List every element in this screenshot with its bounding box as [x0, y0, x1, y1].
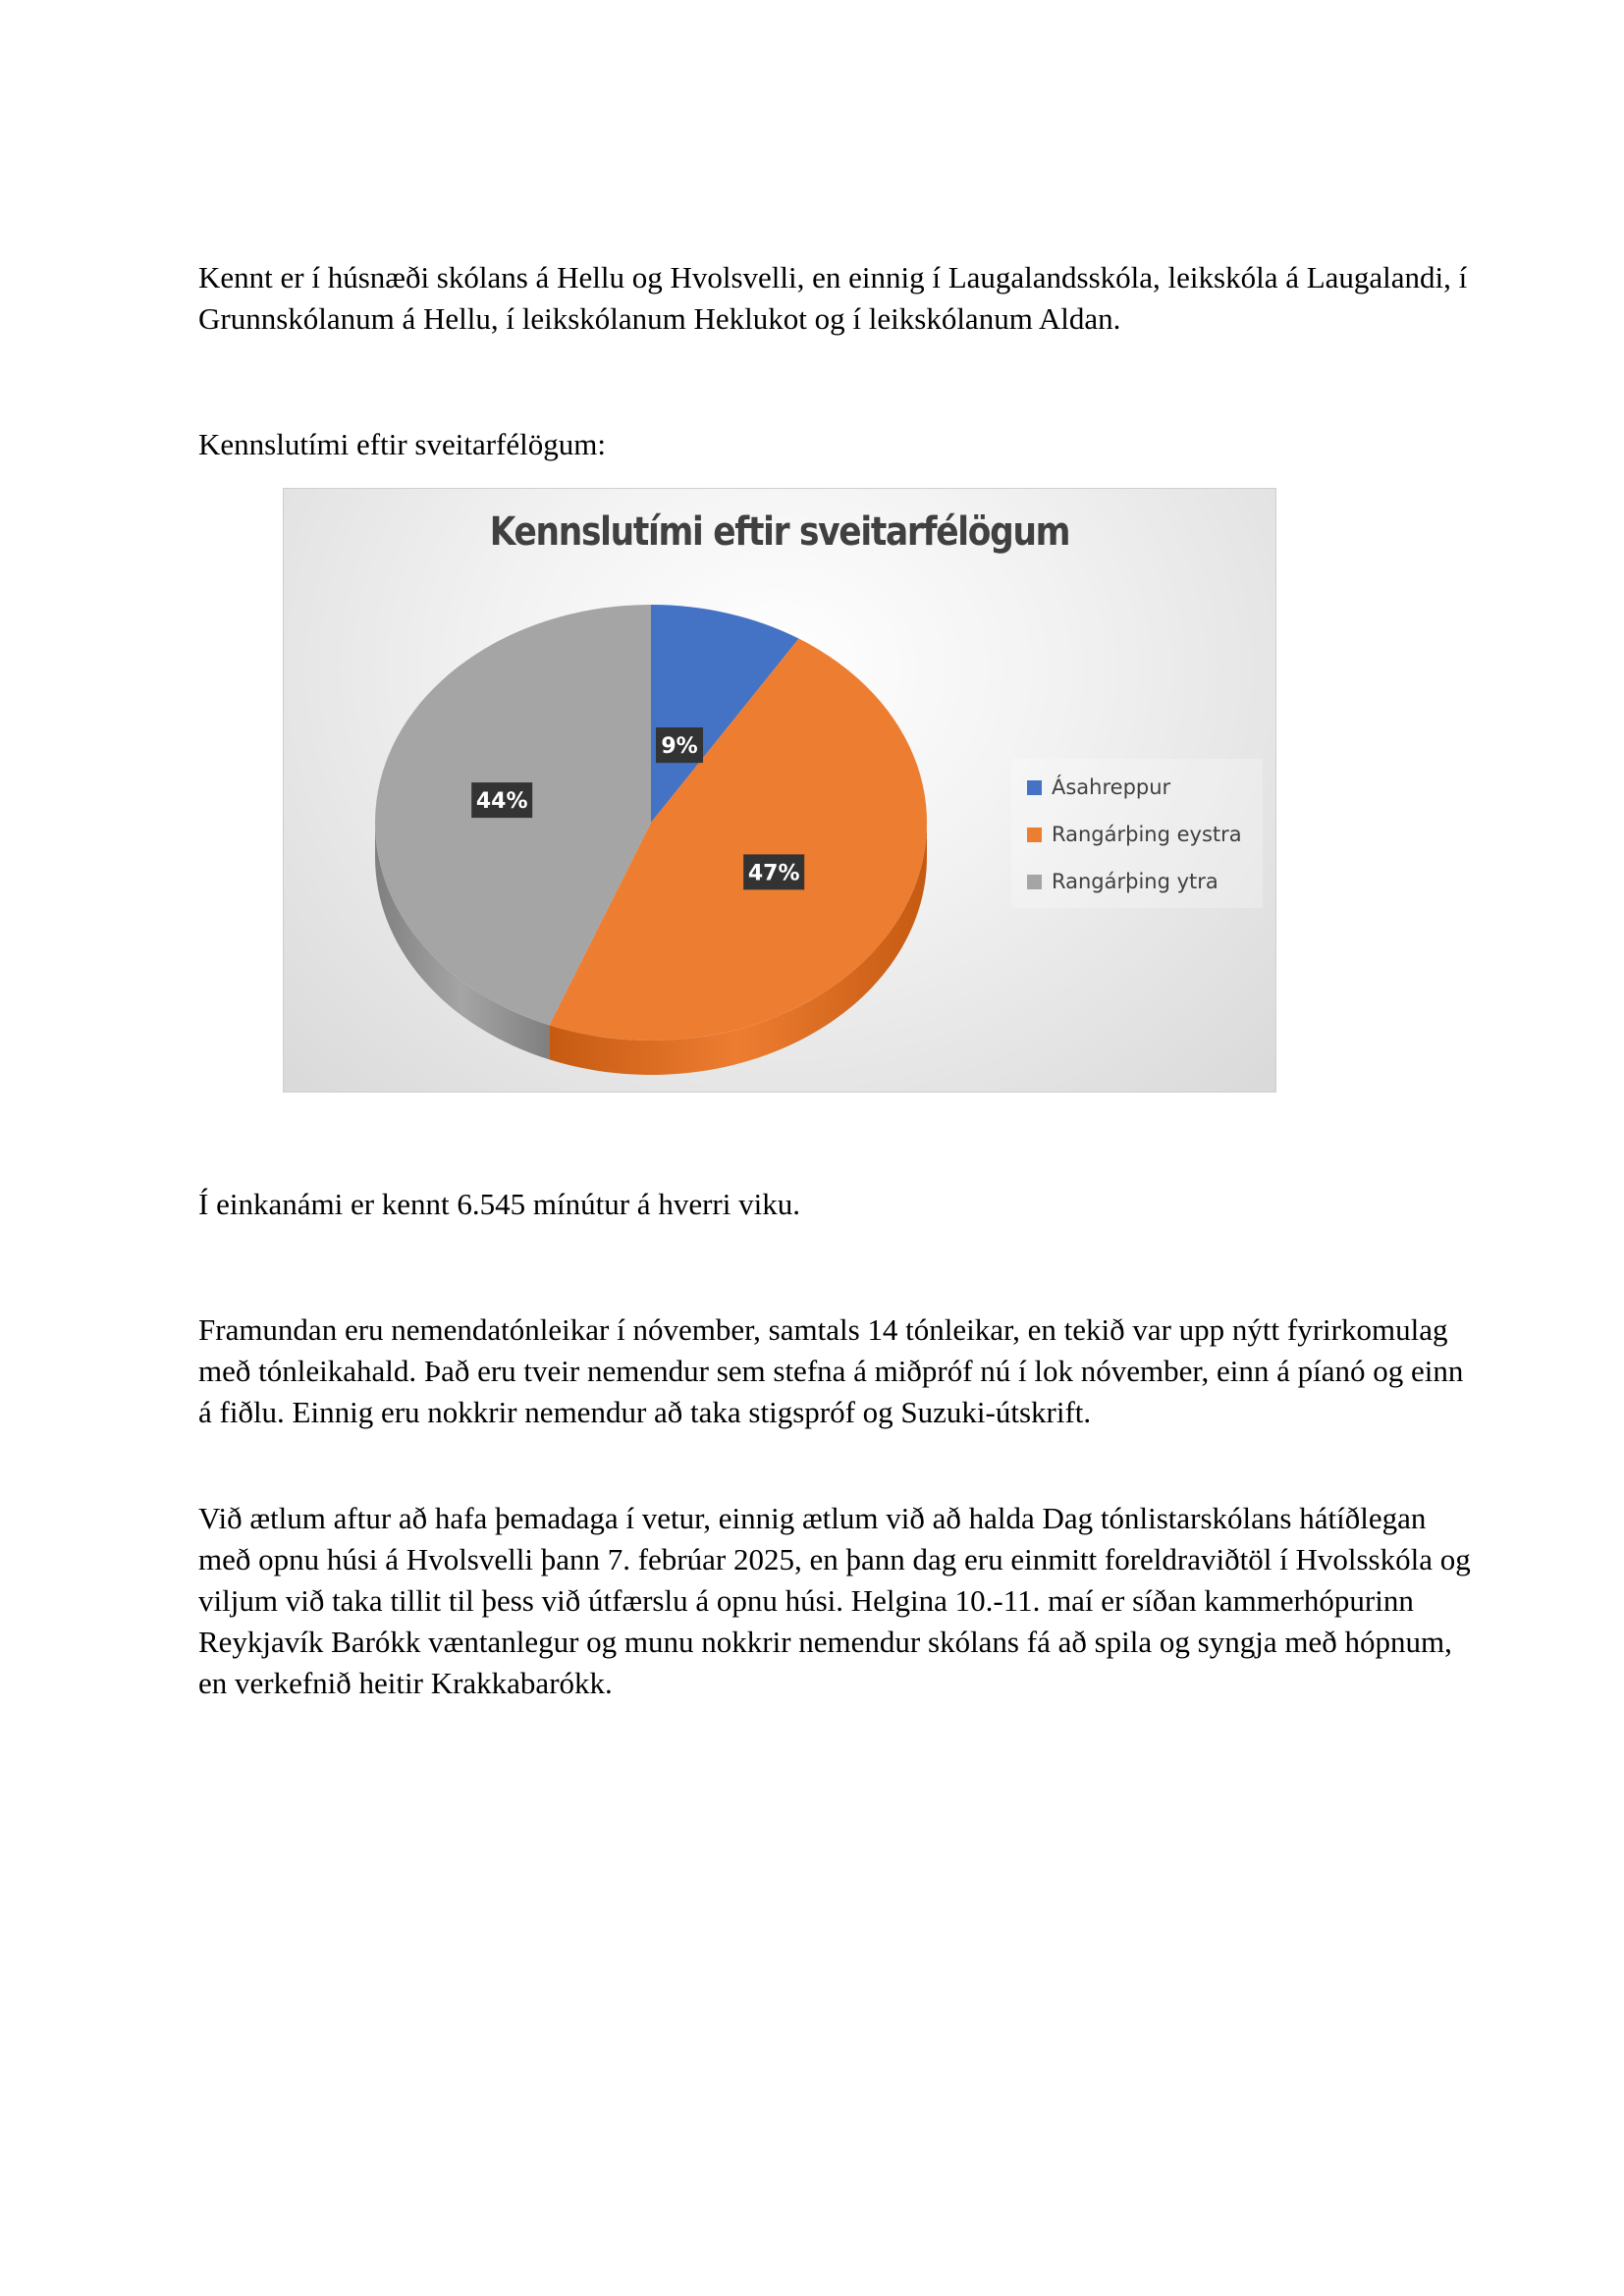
- paragraph-concerts: Framundan eru nemendatónleikar í nóvember, samtals 14 tónleikar, en tekið var upp nýtt fyrirkomulag með tónleikahald. Það eru tveir nemendur sem stefna á miðpróf nú í lok nóvember, einn á píanó og einn á fiðlu. Einnig eru nokkrir nemendur að taka stigspróf og Suzuki-útskrift.: [198, 1312, 1464, 1429]
- legend-swatch: [1027, 780, 1042, 795]
- legend-label: Rangárþing ytra: [1052, 870, 1218, 893]
- data-label-text: 44%: [475, 789, 528, 815]
- legend-item: [1027, 773, 1170, 802]
- data-label: [471, 782, 532, 818]
- legend-item: [1027, 820, 1242, 849]
- data-label-text: 47%: [747, 861, 800, 886]
- data-label: [743, 854, 804, 889]
- chart-caption: Kennslutími eftir sveitarfélögum:: [198, 427, 606, 461]
- legend-swatch: [1027, 875, 1042, 889]
- paragraph-locations: Kennt er í húsnæði skólans á Hellu og Hvolsvelli, en einnig í Laugalandsskóla, leikskóla á Laugalandi, í Grunnskólanum á Hellu, í leikskólanum Heklukot og í leikskólanum Aldan.: [198, 260, 1468, 336]
- legend-item: [1027, 867, 1218, 896]
- chart-title: Kennslutími eftir sveitarfélögum: [489, 509, 1070, 555]
- pie-chart: [283, 488, 1276, 1093]
- legend-label: Ásahreppur: [1052, 775, 1171, 799]
- legend-label: Rangárþing eystra: [1052, 823, 1242, 846]
- data-label: [656, 727, 703, 763]
- data-label-text: 9%: [661, 734, 698, 760]
- legend-swatch: [1027, 828, 1042, 842]
- paragraph-minutes: Í einkanámi er kennt 6.545 mínútur á hverri viku.: [198, 1187, 800, 1221]
- paragraph-plans: Við ætlum aftur að hafa þemadaga í vetur, einnig ætlum við að halda Dag tónlistarskólans hátíðlegan með opnu húsi á Hvolsvelli þann 7. febrúar 2025, en þann dag eru einmitt foreldraviðtöl í Hvolsskóla og viljum við taka tillit til þess við útfærslu á opnu húsi. Helgina 10.-11. maí er síðan kammerhópurinn Reykjavík Barókk væntanlegur og munu nokkrir nemendur skólans fá að spila og syngja með hópnum, en verkefnið heitir Krakkabarókk.: [198, 1501, 1471, 1700]
- chart-legend: [1011, 759, 1263, 908]
